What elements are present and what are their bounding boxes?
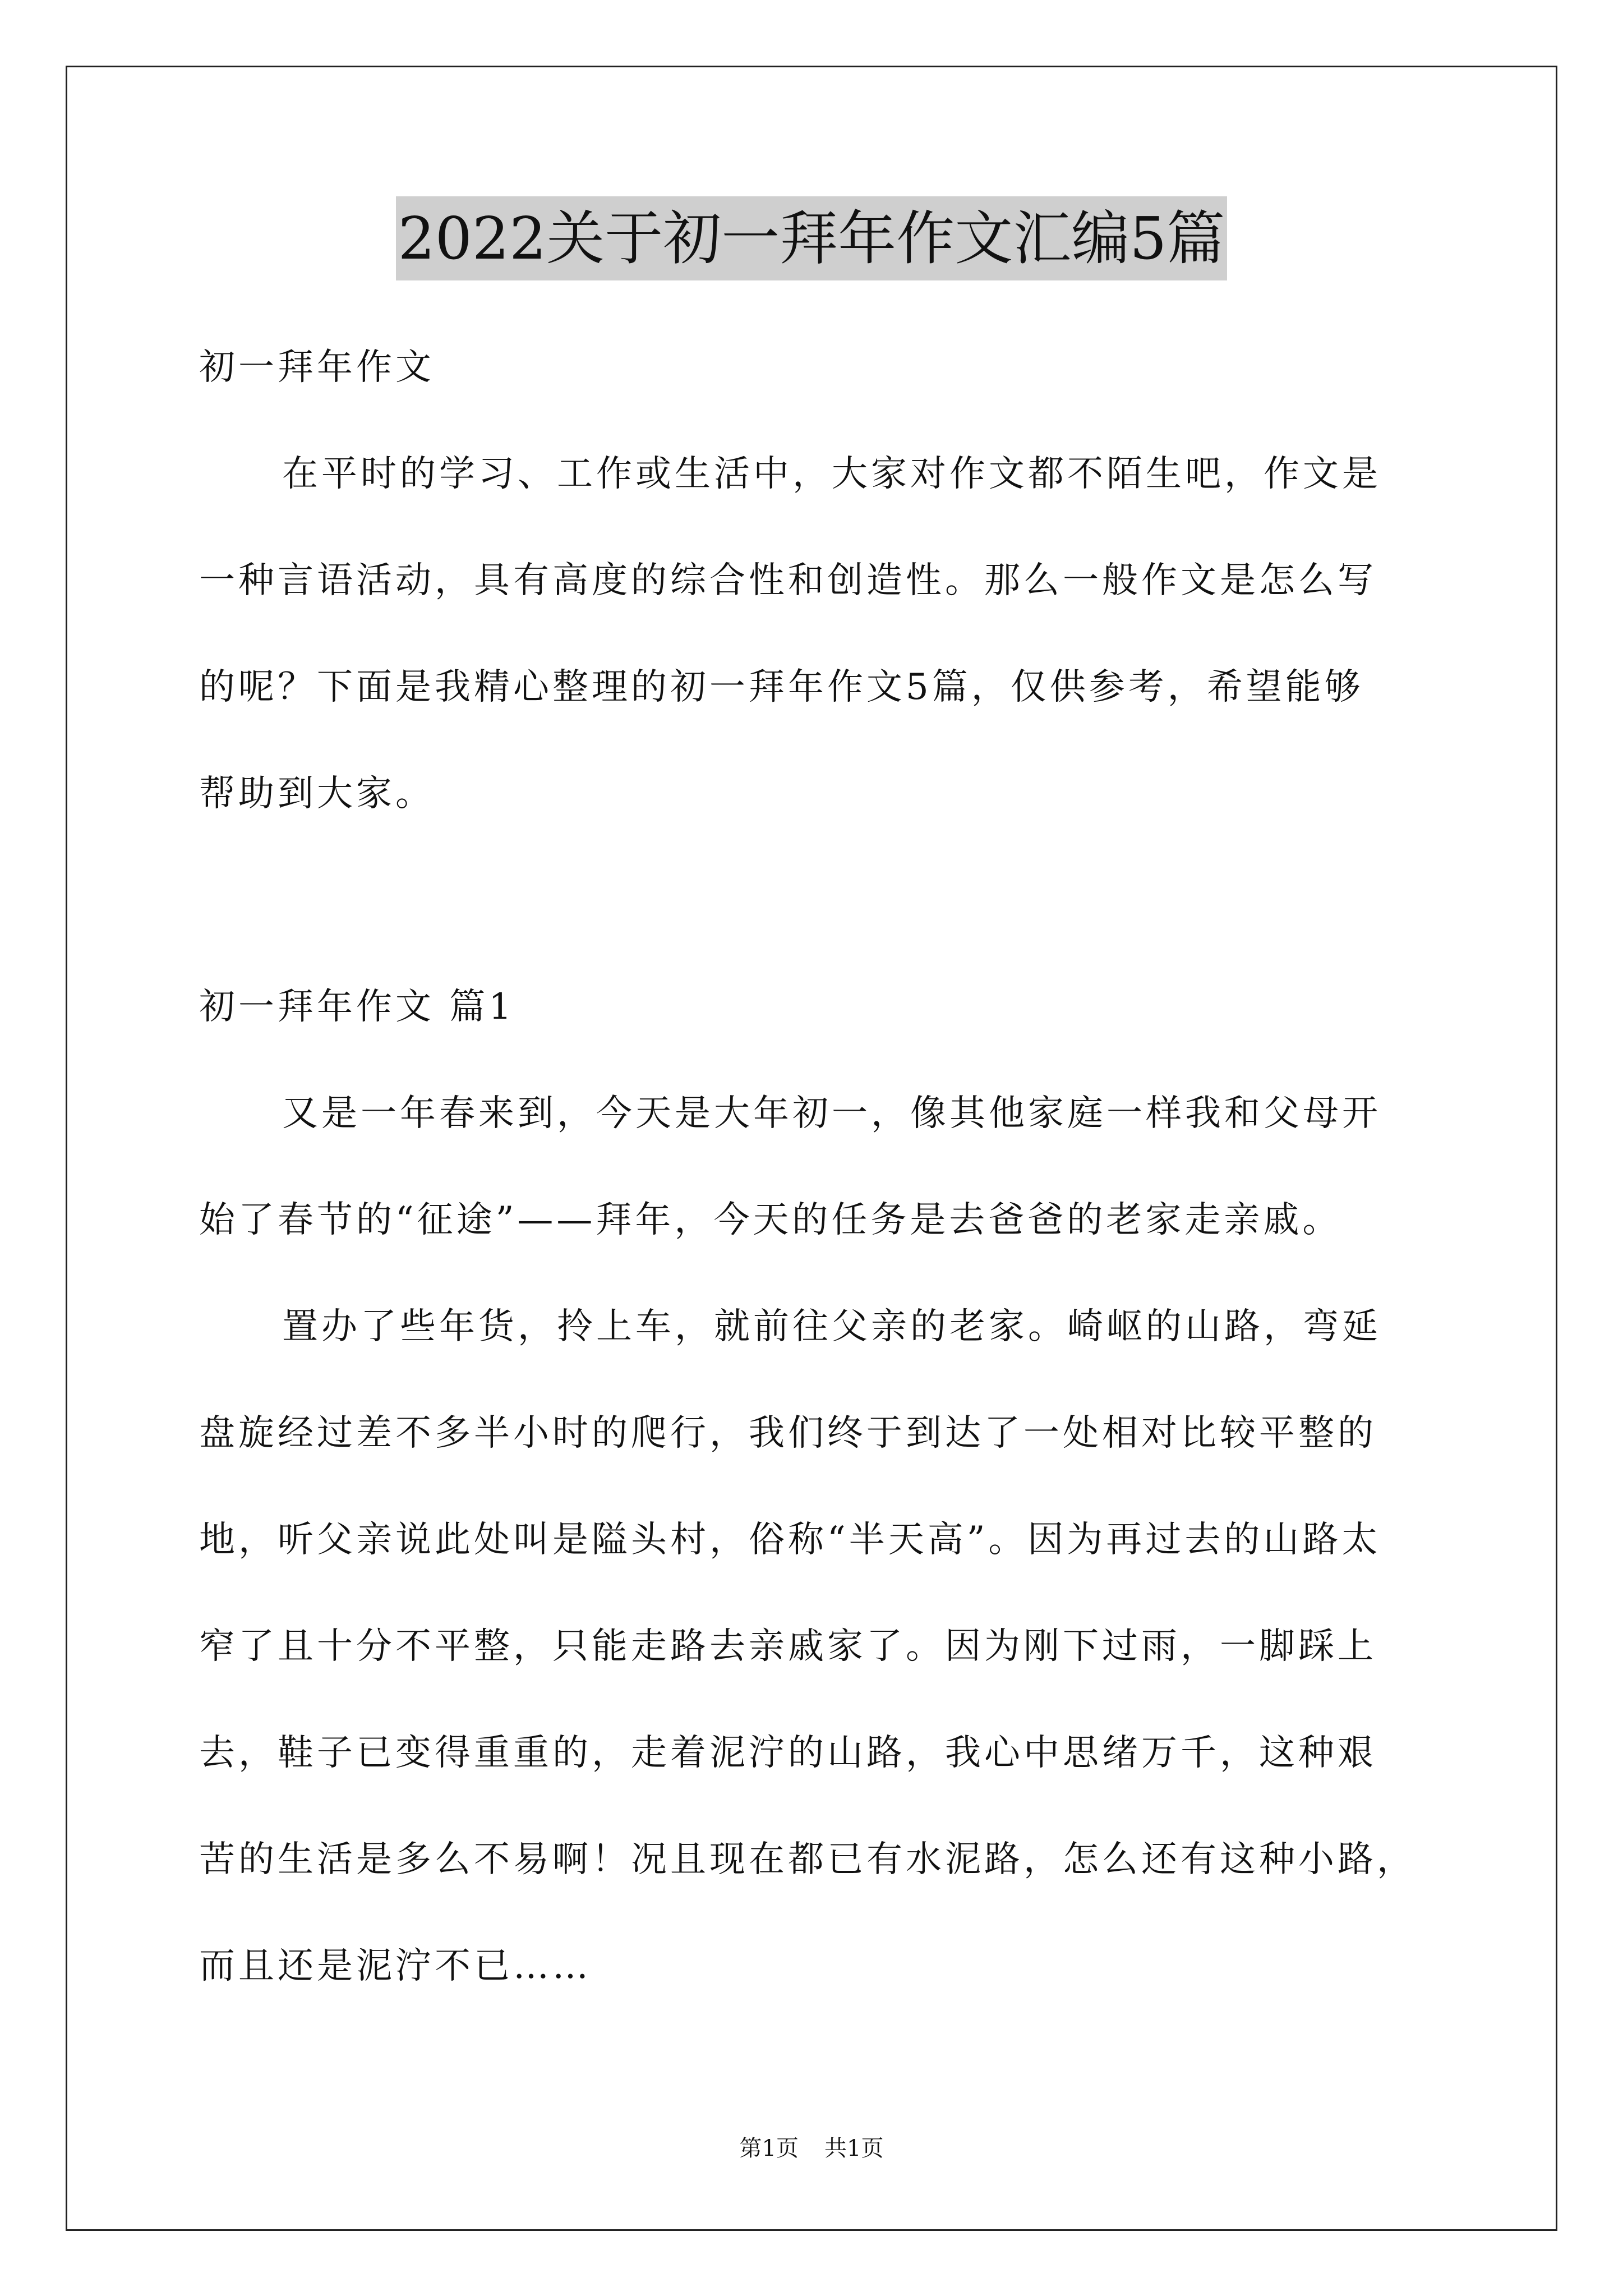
page-total: 共1页: [824, 2136, 884, 2161]
document-title: 2022关于初一拜年作文汇编5篇: [396, 196, 1228, 280]
page-footer: [0, 2132, 1623, 2165]
page-number: 第1页: [739, 2136, 799, 2161]
paragraph-line: 苦的生活是多么不易啊！况且现在都已有水泥路，怎么还有这种小路，: [199, 1839, 1416, 1880]
paragraph-line: 始了春节的“征途”——拜年，今天的任务是去爸爸的老家走亲戚。: [199, 1199, 1342, 1241]
paragraph-line: 帮助到大家。: [199, 773, 435, 815]
paragraph-line: 又是一年春来到，今天是大年初一，像其他家庭一样我和父母开: [282, 1093, 1381, 1134]
section-heading: 初一拜年作文: [199, 347, 435, 388]
paragraph-line: 在平时的学习、工作或生活中，大家对作文都不陌生吧，作文是: [282, 453, 1381, 495]
paragraph-line: 的呢？下面是我精心整理的初一拜年作文5篇，仅供参考，希望能够: [199, 666, 1364, 708]
paragraph-line: 置办了些年货，拎上车，就前往父亲的老家。崎岖的山路，弯延: [282, 1306, 1381, 1347]
paragraph-line: 盘旋经过差不多半小时的爬行，我们终于到达了一处相对比较平整的: [199, 1412, 1377, 1454]
paragraph-gap: [199, 847, 1431, 954]
document-body: [199, 314, 1431, 2019]
paragraph-line: 去，鞋子已变得重重的，走着泥泞的山路，我心中思绪万千，这种艰: [199, 1732, 1377, 1774]
paragraph-line: 窄了且十分不平整，只能走路去亲戚家了。因为刚下过雨，一脚踩上: [199, 1626, 1377, 1667]
title-container: [0, 196, 1623, 280]
paragraph-line: 地，听父亲说此处叫是隘头村，俗称“半天高”。因为再过去的山路太: [199, 1519, 1381, 1561]
section-heading: 初一拜年作文 篇1: [199, 986, 515, 1028]
paragraph-line: 而且还是泥泞不已……: [199, 1945, 592, 1987]
paragraph-line: 一种言语活动，具有高度的综合性和创造性。那么一般作文是怎么写: [199, 560, 1377, 601]
